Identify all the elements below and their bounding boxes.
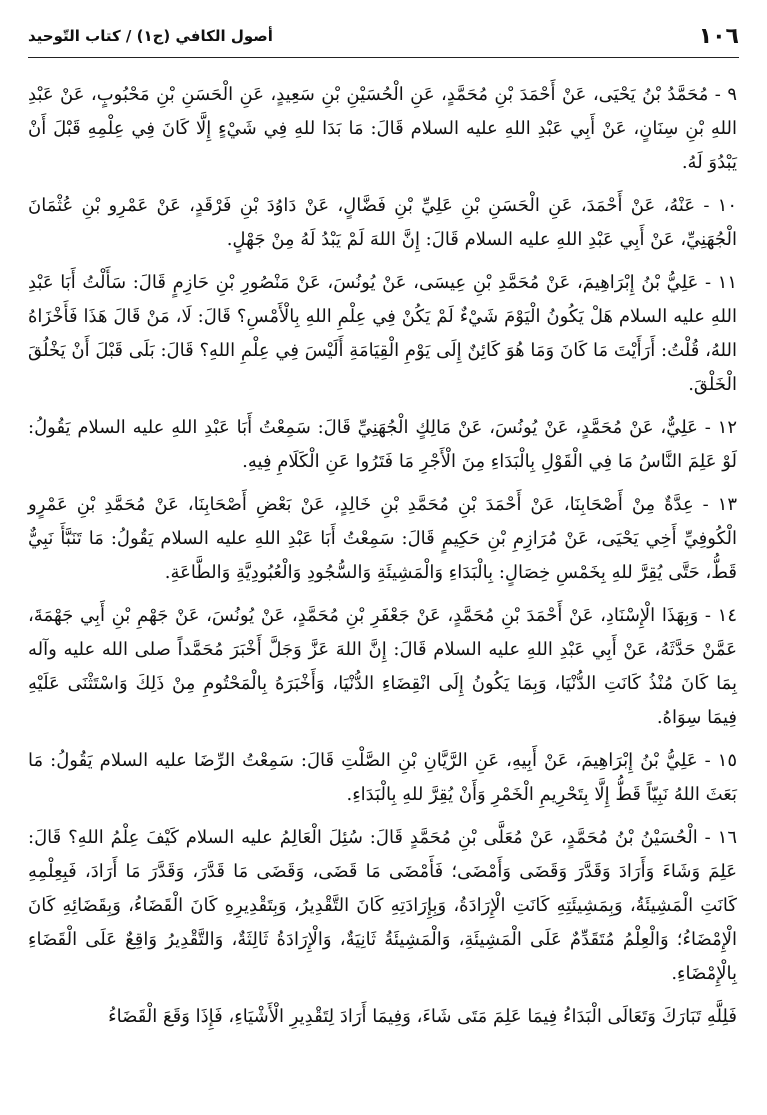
- hadith-paragraph-11: ١١ - عَلِيُّ بْنُ إِبْرَاهِيمَ، عَنْ مُحَمَّدِ بْنِ عِيسَى، عَنْ يُونُسَ، عَنْ مَنْصُورِ بْنِ حَازِمٍ قَالَ: سَأَلْتُ أَبَا عَبْدِ اللهِ عليه السلام هَلْ يَكُونُ الْيَوْمَ شَيْءٌ لَمْ يَكُنْ فِي عِلْمِ اللهِ بِالْأَمْسِ؟ قَالَ: لَا، مَنْ قَالَ هَذَا فَأَخْزَاهُ اللهُ، قُلْتُ: أَرَأَيْتَ مَا كَانَ وَمَا هُوَ كَائِنٌ إِلَى يَوْمِ الْقِيَامَةِ أَلَيْسَ فِي عِلْمِ اللهِ؟ قَالَ: بَلَى قَبْلَ أَنْ يَخْلُقَ الْخَلْقَ.: [28, 272, 737, 395]
- hadith-paragraph-9: ٩ - مُحَمَّدُ بْنُ يَحْيَى، عَنْ أَحْمَدَ بْنِ مُحَمَّدٍ، عَنِ الْحُسَيْنِ بْنِ سَعِيدٍ، عَنِ الْحَسَنِ بْنِ مَحْبُوبٍ، عَنْ عَبْدِ اللهِ بْنِ سِنَانٍ، عَنْ أَبِي عَبْدِ اللهِ عليه السلام قَالَ: مَا بَدَا للهِ فِي شَيْءٍ إِلَّا كَانَ فِي عِلْمِهِ قَبْلَ أَنْ يَبْدُوَ لَهُ.: [28, 84, 737, 173]
- hadith-paragraph-14: ١٤ - وَبِهَذَا الْإِسْنَادِ، عَنْ أَحْمَدَ بْنِ مُحَمَّدٍ، عَنْ جَعْفَرِ بْنِ مُحَمَّدٍ، عَنْ يُونُسَ، عَنْ جَهْمِ بْنِ أَبِي جَهْمَةَ، عَمَّنْ حَدَّثَهُ، عَنْ أَبِي عَبْدِ اللهِ عليه السلام قَالَ: إِنَّ اللهَ عَزَّ وَجَلَّ أَخْبَرَ مُحَمَّداً صلى الله عليه وآله بِمَا كَانَ مُنْذُ كَانَتِ الدُّنْيَا، وَبِمَا يَكُونُ إِلَى انْقِضَاءِ الدُّنْيَا، وَأَخْبَرَهُ بِالْمَحْتُومِ مِنْ ذَلِكَ وَاسْتَثْنَى عَلَيْهِ فِيمَا سِوَاهُ.: [28, 605, 737, 728]
- hadith-paragraph-10: ١٠ - عَنْهُ، عَنْ أَحْمَدَ، عَنِ الْحَسَنِ بْنِ عَلِيِّ بْنِ فَضَّالٍ، عَنْ دَاوُدَ بْنِ فَرْقَدٍ، عَنْ عَمْرِو بْنِ عُثْمَانَ الْجُهَنِيِّ، عَنْ أَبِي عَبْدِ اللهِ عليه السلام قَالَ: إِنَّ اللهَ لَمْ يَبْدُ لَهُ مِنْ جَهْلٍ.: [28, 195, 737, 250]
- hadith-paragraph-16: ١٦ - الْحُسَيْنُ بْنُ مُحَمَّدٍ، عَنْ مُعَلَّى بْنِ مُحَمَّدٍ قَالَ: سُئِلَ الْعَالِمُ عليه السلام كَيْفَ عِلْمُ اللهِ؟ قَالَ: عَلِمَ وَشَاءَ وَأَرَادَ وَقَدَّرَ وَقَضَى وَأَمْضَى؛ فَأَمْضَى مَا قَضَى، وَقَضَى مَا قَدَّرَ، وَقَدَّرَ مَا أَرَادَ، فَبِعِلْمِهِ كَانَتِ الْمَشِيئَةُ، وَبِمَشِيئَتِهِ كَانَتِ الْإِرَادَةُ، وَبِإِرَادَتِهِ كَانَ التَّقْدِيرُ، وَبِتَقْدِيرِهِ كَانَ الْقَضَاءُ، وَبِقَضَائِهِ كَانَ الْإِمْضَاءُ؛ وَالْعِلْمُ مُتَقَدِّمٌ عَلَى الْمَشِيئَةِ، وَالْمَشِيئَةُ ثَانِيَةٌ، وَالْإِرَادَةُ ثَالِثَةٌ، وَالتَّقْدِيرُ وَاقِعٌ عَلَى الْقَضَاءِ بِالْإِمْضَاءِ.: [28, 827, 737, 984]
- book-title: أصول الكافي (ج١) / كتاب التّوحيد: [28, 27, 273, 45]
- body-text: [28, 78, 737, 1034]
- hadith-paragraph-15: ١٥ - عَلِيُّ بْنُ إِبْرَاهِيمَ، عَنْ أَبِيهِ، عَنِ الرَّيَّانِ بْنِ الصَّلْتِ قَالَ: سَمِعْتُ الرِّضَا عليه السلام يَقُولُ: مَا بَعَثَ اللهُ نَبِيّاً قَطُّ إِلَّا بِتَحْرِيمِ الْخَمْرِ وَأَنْ يُقِرَّ للهِ بِالْبَدَاءِ.: [28, 750, 737, 805]
- running-header: [28, 22, 739, 50]
- page-number: ١٠٦: [698, 23, 739, 49]
- hadith-paragraph-12: ١٢ - عَلِيٌّ، عَنْ مُحَمَّدٍ، عَنْ يُونُسَ، عَنْ مَالِكٍ الْجُهَنِيِّ قَالَ: سَمِعْتُ أَبَا عَبْدِ اللهِ عليه السلام يَقُولُ: لَوْ عَلِمَ النَّاسُ مَا فِي الْقَوْلِ بِالْبَدَاءِ مِنَ الْأَجْرِ مَا فَتَرُوا عَنِ الْكَلَامِ فِيهِ.: [28, 417, 737, 472]
- hadith-paragraph-13: ١٣ - عِدَّةٌ مِنْ أَصْحَابِنَا، عَنْ أَحْمَدَ بْنِ مُحَمَّدِ بْنِ خَالِدٍ، عَنْ بَعْضِ أَصْحَابِنَا، عَنْ مُحَمَّدِ بْنِ عَمْرٍو الْكُوفِيِّ أَخِي يَحْيَى، عَنْ مُرَازِمِ بْنِ حَكِيمٍ قَالَ: سَمِعْتُ أَبَا عَبْدِ اللهِ عليه السلام يَقُولُ: مَا تَنَبَّأَ نَبِيٌّ قَطُّ، حَتَّى يُقِرَّ للهِ بِخَمْسِ خِصَالٍ: بِالْبَدَاءِ وَالْمَشِيئَةِ وَالسُّجُودِ وَالْعُبُودِيَّةِ وَالطَّاعَةِ.: [28, 494, 737, 583]
- continuation-paragraph: فَلِلَّهِ تَبَارَكَ وَتَعَالَى الْبَدَاءُ فِيمَا عَلِمَ مَتَى شَاءَ، وَفِيمَا أَرَادَ لِتَقْدِيرِ الْأَشْيَاءِ، فَإِذَا وَقَعَ الْقَضَاءُ: [108, 1006, 737, 1027]
- header-divider: [28, 57, 739, 58]
